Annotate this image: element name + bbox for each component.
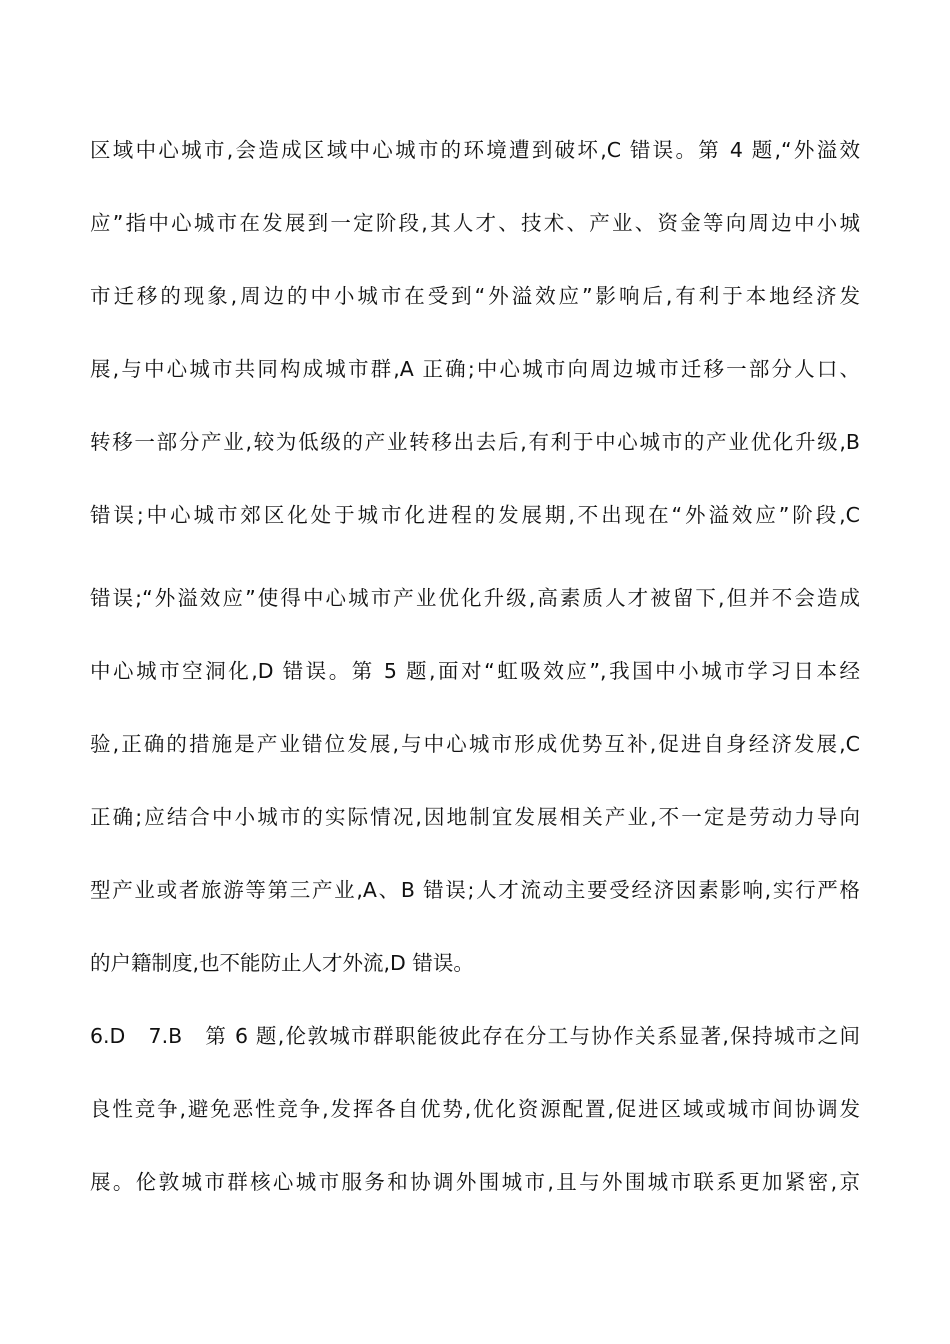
text-line: 转移一部分产业,较为低级的产业转移出去后,有利于中心城市的产业优化升级,B [90,430,860,454]
text-line: 正确;应结合中小城市的实际情况,因地制宜发展相关产业,不一定是劳动力导向 [90,805,860,829]
text-line: 错误;中心城市郊区化处于城市化进程的发展期,不出现在“外溢效应”阶段,C [90,503,860,527]
text-line: 良性竞争,避免恶性竞争,发挥各自优势,优化资源配置,促进区域或城市间协调发 [90,1097,860,1121]
text-line: 的户籍制度,也不能防止人才外流,D 错误。 [90,951,474,975]
text-line: 市迁移的现象,周边的中小城市在受到“外溢效应”影响后,有利于本地经济发 [90,284,860,308]
text-line: 中心城市空洞化,D 错误。第 5 题,面对“虹吸效应”,我国中小城市学习日本经 [90,659,860,683]
text-line: 应”指中心城市在发展到一定阶段,其人才、技术、产业、资金等向周边中小城 [90,211,860,235]
text-line: 型产业或者旅游等第三产业,A、B 错误;人才流动主要受经济因素影响,实行严格 [90,878,860,902]
text-line: 验,正确的措施是产业错位发展,与中心城市形成优势互补,促进自身经济发展,C [90,732,860,756]
text-line: 错误;“外溢效应”使得中心城市产业优化升级,高素质人才被留下,但并不会造成 [90,586,860,610]
text-line: 6.D 7.B 第 6 题,伦敦城市群职能彼此存在分工与协作关系显著,保持城市之间 [90,1024,860,1048]
text-line: 展,与中心城市共同构成城市群,A 正确;中心城市向周边城市迁移一部分人口、 [90,357,860,381]
text-line: 区域中心城市,会造成区域中心城市的环境遭到破坏,C 错误。第 4 题,“外溢效 [90,138,860,162]
text-line: 展。伦敦城市群核心城市服务和协调外围城市,且与外围城市联系更加紧密,京 [90,1170,860,1194]
